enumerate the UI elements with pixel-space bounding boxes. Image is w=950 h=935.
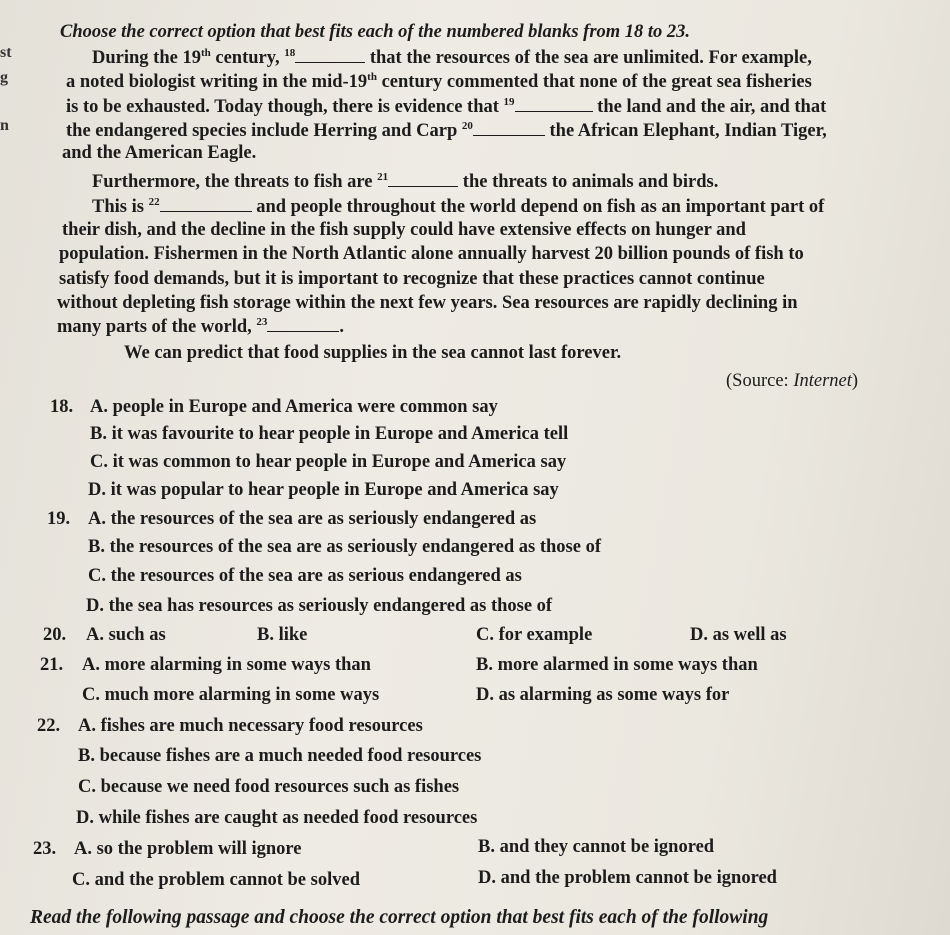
text-run: the endangered species include Herring and Carp xyxy=(66,121,462,141)
passage-line xyxy=(92,46,812,69)
blank-21[interactable] xyxy=(388,170,458,187)
text-run: Furthermore, the threats to fish are xyxy=(92,172,378,192)
option-d[interactable]: D. the sea has resources as seriously endangered as those of xyxy=(86,596,553,616)
option-a[interactable]: A. more alarming in some ways than xyxy=(82,655,371,675)
option-c[interactable]: C. and the problem cannot be solved xyxy=(72,870,360,890)
text-run: Internet xyxy=(793,371,852,391)
option-a[interactable]: A. such as xyxy=(86,625,166,645)
passage-line xyxy=(66,71,812,93)
text-run: a noted biologist writing in the mid-19 xyxy=(66,72,368,92)
option-b[interactable]: B. the resources of the sea are as seriously endangered as those of xyxy=(88,537,601,557)
option-b[interactable]: B. like xyxy=(257,625,308,645)
option-c[interactable]: C. for example xyxy=(476,625,593,645)
text-run: 19 xyxy=(182,48,201,68)
blank-number: 20 xyxy=(461,119,473,132)
text-run: During the xyxy=(92,48,183,68)
passage-line xyxy=(92,195,824,218)
text-run: . xyxy=(339,317,345,337)
blank-number: 19 xyxy=(503,95,515,108)
blank-number: 23 xyxy=(256,315,268,328)
passage-line xyxy=(66,95,826,118)
text-run: the threats to animals and birds. xyxy=(458,172,719,192)
text-run: ) xyxy=(851,371,859,391)
blank-number: 18 xyxy=(284,46,296,59)
text-run: century commented that none of the great sea fisheries xyxy=(376,72,812,92)
question-number: 19. xyxy=(47,509,71,529)
instruction-heading: Choose the correct option that best fits each of the numbered blanks from 18 to 23. xyxy=(60,22,691,42)
option-b[interactable]: B. and they cannot be ignored xyxy=(478,837,715,857)
option-a[interactable]: A. so the problem will ignore xyxy=(74,839,302,859)
blank-number: 21 xyxy=(377,170,389,183)
option-d[interactable]: D. while fishes are caught as needed food resources xyxy=(76,808,478,828)
text-run: is to be exhausted. Today though, there is evidence that xyxy=(66,97,504,117)
blank-18[interactable] xyxy=(295,46,365,63)
option-d[interactable]: D. it was popular to hear people in Europe and America say xyxy=(88,480,559,500)
blank-19[interactable] xyxy=(515,95,593,112)
passage-line xyxy=(92,170,718,193)
option-c[interactable]: C. much more alarming in some ways xyxy=(82,685,380,705)
text-run: the land and the air, and that xyxy=(592,97,827,117)
question-number: 20. xyxy=(43,625,67,645)
option-c[interactable]: C. because we need food resources such as fishes xyxy=(78,777,460,797)
option-a[interactable]: A. the resources of the sea are as seriously endangered as xyxy=(88,509,537,529)
passage-line: population. Fishermen in the North Atlantic alone annually harvest 20 billion pounds of fish to xyxy=(59,244,804,264)
text-run: many parts of the world, xyxy=(57,317,257,337)
question-number: 21. xyxy=(40,655,64,675)
passage-line xyxy=(66,119,827,142)
passage-line: and the American Eagle. xyxy=(62,143,257,163)
passage-line xyxy=(57,315,344,338)
option-d[interactable]: D. as alarming as some ways for xyxy=(476,685,730,705)
passage-line: without depleting fish storage within the next few years. Sea resources are rapidly declining in xyxy=(57,293,798,313)
option-a[interactable]: A. fishes are much necessary food resources xyxy=(78,716,423,736)
source-credit xyxy=(726,370,858,392)
text-run: century, xyxy=(210,48,285,68)
passage-line: We can predict that food supplies in the sea cannot last forever. xyxy=(124,343,622,363)
option-d[interactable]: D. and the problem cannot be ignored xyxy=(478,868,777,888)
option-c[interactable]: C. it was common to hear people in Europe and America say xyxy=(90,452,567,472)
blank-20[interactable] xyxy=(473,119,545,136)
passage-line: their dish, and the decline in the fish supply could have extensive effects on hunger and xyxy=(62,220,746,240)
question-number: 22. xyxy=(37,716,61,736)
option-b[interactable]: B. because fishes are a much needed food resources xyxy=(78,746,482,766)
blank-23[interactable] xyxy=(267,315,339,332)
option-b[interactable]: B. it was favourite to hear people in Europe and America tell xyxy=(90,424,569,444)
blank-22[interactable] xyxy=(160,195,252,212)
superscript: th xyxy=(200,46,211,59)
next-section-instruction: Read the following passage and choose the correct option that best fits each of the following xyxy=(30,907,769,928)
option-a[interactable]: A. people in Europe and America were common say xyxy=(90,397,498,417)
question-number: 23. xyxy=(33,839,57,859)
text-run: that the resources of the sea are unlimited. For example, xyxy=(365,48,812,68)
text-run: This is xyxy=(92,197,149,217)
text-run: and people throughout the world depend on fish as an important part of xyxy=(251,197,825,217)
passage-line: satisfy food demands, but it is important to recognize that these practices cannot continue xyxy=(59,269,765,289)
question-number: 18. xyxy=(50,397,74,417)
option-c[interactable]: C. the resources of the sea are as serious endangered as xyxy=(88,566,522,586)
text-run: (Source: xyxy=(726,371,794,391)
option-d[interactable]: D. as well as xyxy=(690,625,787,645)
edge-letter: n xyxy=(0,117,9,134)
edge-letter: st xyxy=(0,44,12,61)
superscript: th xyxy=(367,70,377,83)
edge-letter: g xyxy=(0,69,8,86)
text-run: the African Elephant, Indian Tiger, xyxy=(544,121,827,141)
blank-number: 22 xyxy=(148,195,160,208)
option-b[interactable]: B. more alarmed in some ways than xyxy=(476,655,758,675)
